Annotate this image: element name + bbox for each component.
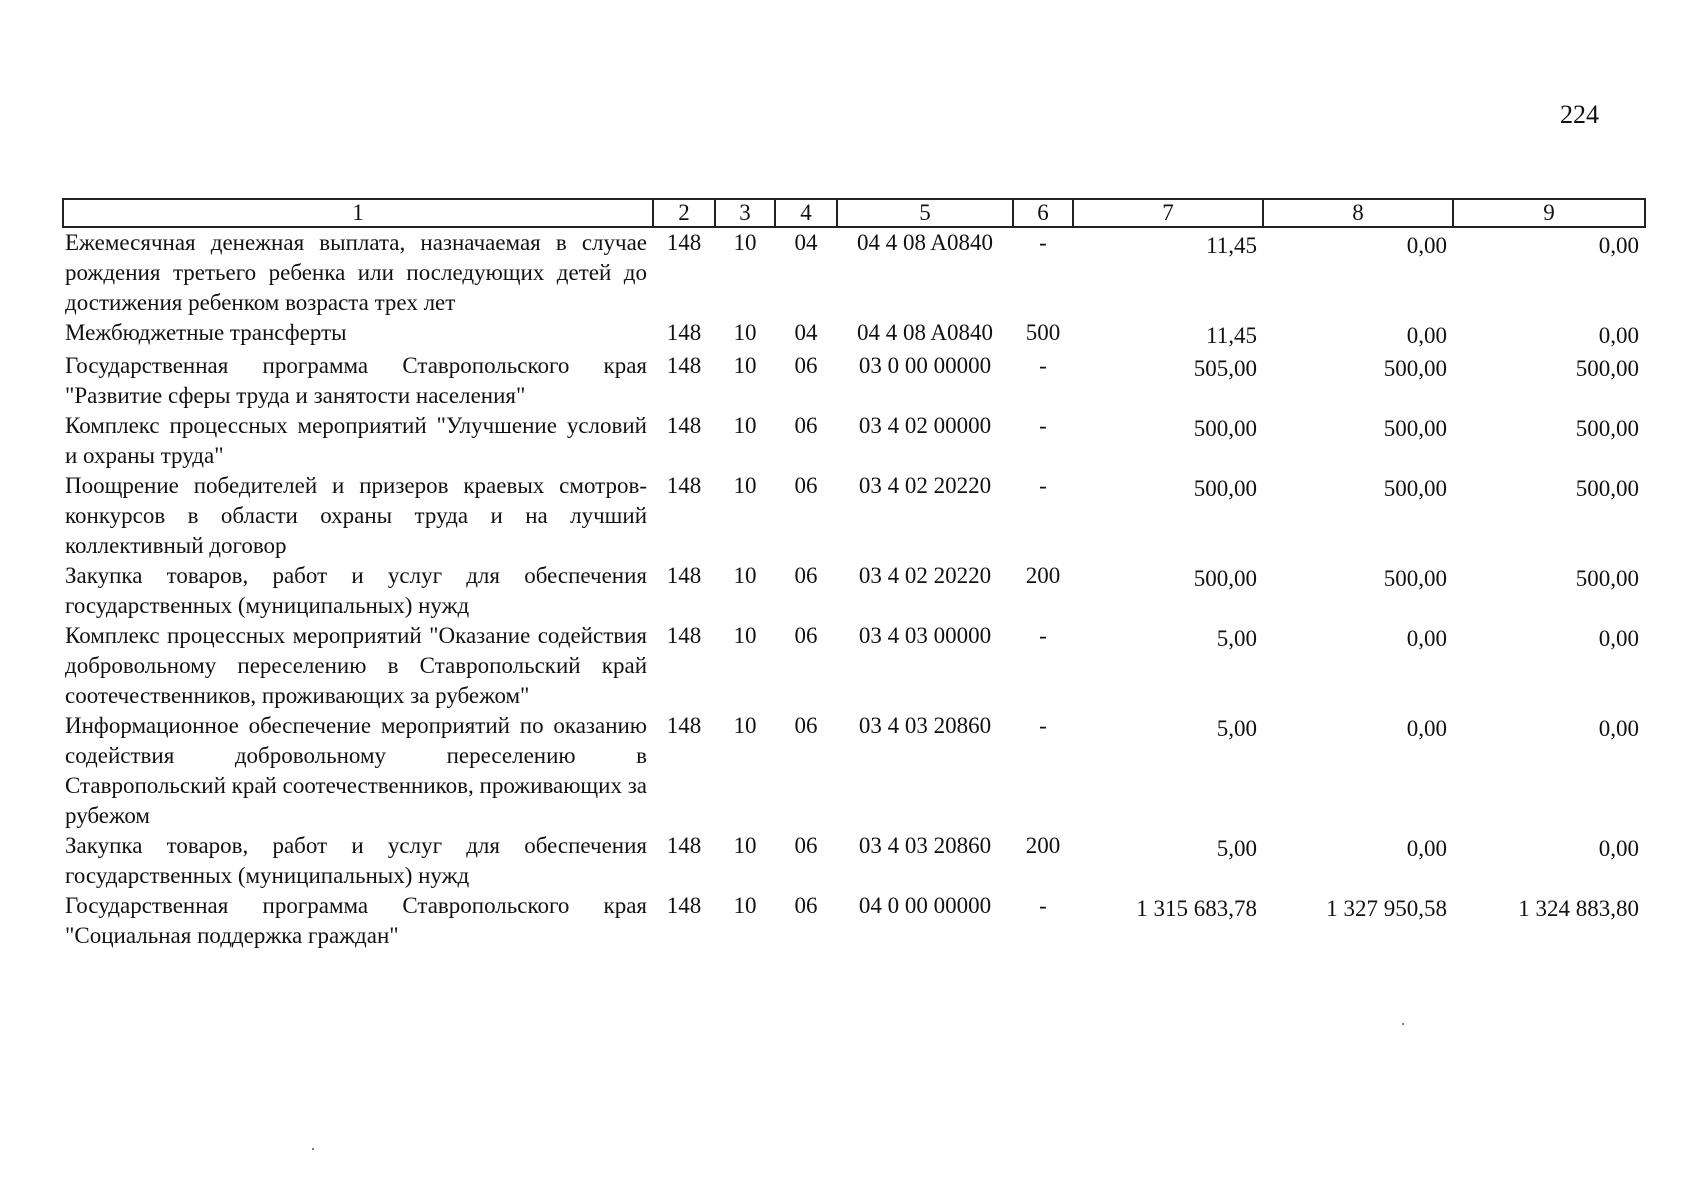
- row-col-4: 04: [794, 320, 818, 345]
- header-col-8: 8: [1263, 199, 1453, 227]
- row-name: Государственная программа Ставропольского края "Социальная поддержка граждан": [65, 893, 647, 948]
- row-col-7-value: 5,00: [1216, 626, 1257, 651]
- row-col-9-value: 0,00: [1598, 716, 1639, 741]
- row-col-9: [1453, 351, 1645, 411]
- row-col-8-value: 500,00: [1383, 356, 1447, 381]
- row-col-8-value: 500,00: [1383, 566, 1447, 591]
- row-col-8: [1263, 411, 1453, 471]
- row-col-9: [1453, 831, 1645, 891]
- row-col-8-value: 500,00: [1383, 476, 1447, 501]
- row-col-4: 06: [794, 563, 818, 588]
- row-col-9: [1453, 411, 1645, 471]
- row-col-3: 10: [733, 623, 757, 648]
- row-col-8: [1263, 831, 1453, 891]
- scan-speck: [312, 1148, 314, 1150]
- row-col-3: 10: [733, 353, 757, 378]
- row-col-3: 10: [733, 563, 757, 588]
- row-col-2: 148: [666, 413, 702, 438]
- row-col-6: -: [1039, 893, 1047, 918]
- header-col-6: 6: [1013, 199, 1073, 227]
- row-col-2: 148: [666, 893, 702, 918]
- table-row: [63, 351, 1645, 411]
- budget-table: [62, 198, 1646, 951]
- row-col-4: 06: [794, 473, 818, 498]
- header-col-4: 4: [775, 199, 837, 227]
- table-row: [63, 621, 1645, 711]
- row-col-8: [1263, 621, 1453, 711]
- row-col-6: 200: [1025, 833, 1061, 858]
- row-col-6: 200: [1025, 563, 1061, 588]
- row-col-5: 03 4 03 20860: [858, 833, 992, 858]
- table-row: [63, 561, 1645, 621]
- row-col-7: [1073, 318, 1263, 351]
- row-col-3: 10: [733, 473, 757, 498]
- row-col-9: [1453, 318, 1645, 351]
- row-col-2: 148: [666, 623, 702, 648]
- row-col-5: 03 4 03 20860: [858, 713, 992, 738]
- table-row: [63, 471, 1645, 561]
- row-name: Межбюджетные трансферты: [65, 320, 347, 345]
- row-col-7: [1073, 411, 1263, 471]
- row-name: Информационное обеспечение мероприятий по оказанию содействия добровольному переселению в Ставропольский край соотечественников, проживающих за рубежом: [65, 713, 647, 828]
- row-name: Государственная программа Ставропольского края "Развитие сферы труда и занятости населения": [65, 353, 647, 408]
- row-col-9-value: 0,00: [1598, 233, 1639, 258]
- row-col-9-value: 500,00: [1575, 566, 1639, 591]
- row-col-8-value: 500,00: [1383, 416, 1447, 441]
- row-col-4: 06: [794, 353, 818, 378]
- header-col-1: 1: [63, 199, 653, 227]
- row-col-4: 06: [794, 623, 818, 648]
- row-col-5: 03 0 00 00000: [858, 353, 992, 378]
- row-col-8: [1263, 227, 1453, 318]
- row-name: Закупка товаров, работ и услуг для обеспечения государственных (муниципальных) нужд: [65, 563, 647, 618]
- row-col-7: [1073, 471, 1263, 561]
- row-col-8: [1263, 561, 1453, 621]
- row-col-7-value: 505,00: [1193, 356, 1257, 381]
- row-col-8: [1263, 471, 1453, 561]
- row-name: Комплекс процессных мероприятий "Улучшение условий и охраны труда": [65, 413, 647, 468]
- header-col-2: 2: [653, 199, 715, 227]
- row-col-5: 04 0 00 00000: [858, 893, 992, 918]
- row-col-7: [1073, 621, 1263, 711]
- row-name: Ежемесячная денежная выплата, назначаемая в случае рождения третьего ребенка или последующих детей до достижения ребенком возраста трех лет: [65, 230, 647, 315]
- row-col-7-value: 5,00: [1216, 836, 1257, 861]
- header-col-9: 9: [1453, 199, 1645, 227]
- row-col-6: -: [1039, 713, 1047, 738]
- table-header: [63, 199, 1645, 227]
- row-col-9-value: 500,00: [1575, 476, 1639, 501]
- row-col-6: -: [1039, 623, 1047, 648]
- row-col-8-value: 0,00: [1406, 233, 1447, 258]
- table-row: [63, 891, 1645, 951]
- row-col-5: 03 4 03 00000: [858, 623, 992, 648]
- row-col-7-value: 5,00: [1216, 716, 1257, 741]
- row-name: Поощрение победителей и призеров краевых смотров-конкурсов в области охраны труда и на лучший коллективный договор: [65, 473, 647, 558]
- row-col-6: -: [1039, 473, 1047, 498]
- row-col-7: [1073, 711, 1263, 831]
- row-col-3: 10: [733, 713, 757, 738]
- row-col-7: [1073, 831, 1263, 891]
- row-name: Закупка товаров, работ и услуг для обеспечения государственных (муниципальных) нужд: [65, 833, 647, 888]
- row-col-4: 06: [794, 713, 818, 738]
- row-col-5: 03 4 02 20220: [858, 563, 992, 588]
- row-col-2: 148: [666, 713, 702, 738]
- row-col-2: 148: [666, 230, 702, 255]
- row-col-8: [1263, 351, 1453, 411]
- row-col-9: [1453, 711, 1645, 831]
- row-col-9-value: 500,00: [1575, 416, 1639, 441]
- row-col-8: [1263, 711, 1453, 831]
- row-col-9: [1453, 471, 1645, 561]
- row-col-3: 10: [733, 893, 757, 918]
- row-col-9-value: 0,00: [1598, 836, 1639, 861]
- row-col-8-value: 0,00: [1406, 626, 1447, 651]
- row-col-7-value: 500,00: [1193, 476, 1257, 501]
- row-col-8: [1263, 318, 1453, 351]
- table-row: [63, 318, 1645, 351]
- row-col-9-value: 1 324 883,80: [1518, 896, 1639, 921]
- table-row: [63, 711, 1645, 831]
- row-col-8-value: 1 327 950,58: [1326, 896, 1447, 921]
- header-row: [63, 199, 1645, 227]
- row-col-3: 10: [733, 230, 757, 255]
- row-col-3: 10: [733, 320, 757, 345]
- row-col-8-value: 0,00: [1406, 836, 1447, 861]
- row-col-2: 148: [666, 353, 702, 378]
- row-col-9: [1453, 227, 1645, 318]
- table-body: [63, 227, 1645, 951]
- header-col-3: 3: [715, 199, 775, 227]
- row-col-4: 06: [794, 833, 818, 858]
- row-col-9: [1453, 891, 1645, 951]
- row-col-7-value: 1 315 683,78: [1136, 896, 1257, 921]
- row-col-5: 03 4 02 00000: [858, 413, 992, 438]
- row-col-8: [1263, 891, 1453, 951]
- row-col-9-value: 0,00: [1598, 626, 1639, 651]
- row-col-5: 03 4 02 20220: [858, 473, 992, 498]
- row-col-7-value: 500,00: [1193, 416, 1257, 441]
- row-col-9: [1453, 561, 1645, 621]
- row-col-8-value: 0,00: [1406, 716, 1447, 741]
- row-col-7: [1073, 227, 1263, 318]
- row-col-8-value: 0,00: [1406, 323, 1447, 348]
- row-col-5: 04 4 08 A0840: [856, 320, 994, 345]
- row-col-6: -: [1039, 230, 1047, 255]
- row-col-7: [1073, 891, 1263, 951]
- page-number: 224: [1560, 100, 1599, 129]
- row-col-6: -: [1039, 353, 1047, 378]
- row-col-2: 148: [666, 563, 702, 588]
- header-col-7: 7: [1073, 199, 1263, 227]
- row-col-7-value: 500,00: [1193, 566, 1257, 591]
- row-col-5: 04 4 08 A0840: [856, 230, 994, 255]
- row-col-7-value: 11,45: [1206, 323, 1257, 348]
- row-col-7-value: 11,45: [1206, 233, 1257, 258]
- row-col-6: -: [1039, 413, 1047, 438]
- row-col-2: 148: [666, 473, 702, 498]
- table-row: [63, 227, 1645, 318]
- row-col-2: 148: [666, 833, 702, 858]
- row-col-4: 06: [794, 893, 818, 918]
- row-col-3: 10: [733, 833, 757, 858]
- row-col-9-value: 500,00: [1575, 356, 1639, 381]
- row-col-7: [1073, 351, 1263, 411]
- row-col-7: [1073, 561, 1263, 621]
- table-row: [63, 831, 1645, 891]
- row-col-4: 04: [794, 230, 818, 255]
- row-col-4: 06: [794, 413, 818, 438]
- row-name: Комплекс процессных мероприятий "Оказание содействия добровольному переселению в Ставропольский край соотечественников, проживающих за рубежом": [65, 623, 647, 708]
- row-col-3: 10: [733, 413, 757, 438]
- row-col-6: 500: [1025, 320, 1061, 345]
- scan-speck: [1402, 1023, 1404, 1025]
- header-col-5: 5: [837, 199, 1013, 227]
- row-col-2: 148: [666, 320, 702, 345]
- row-col-9-value: 0,00: [1598, 323, 1639, 348]
- table-row: [63, 411, 1645, 471]
- row-col-9: [1453, 621, 1645, 711]
